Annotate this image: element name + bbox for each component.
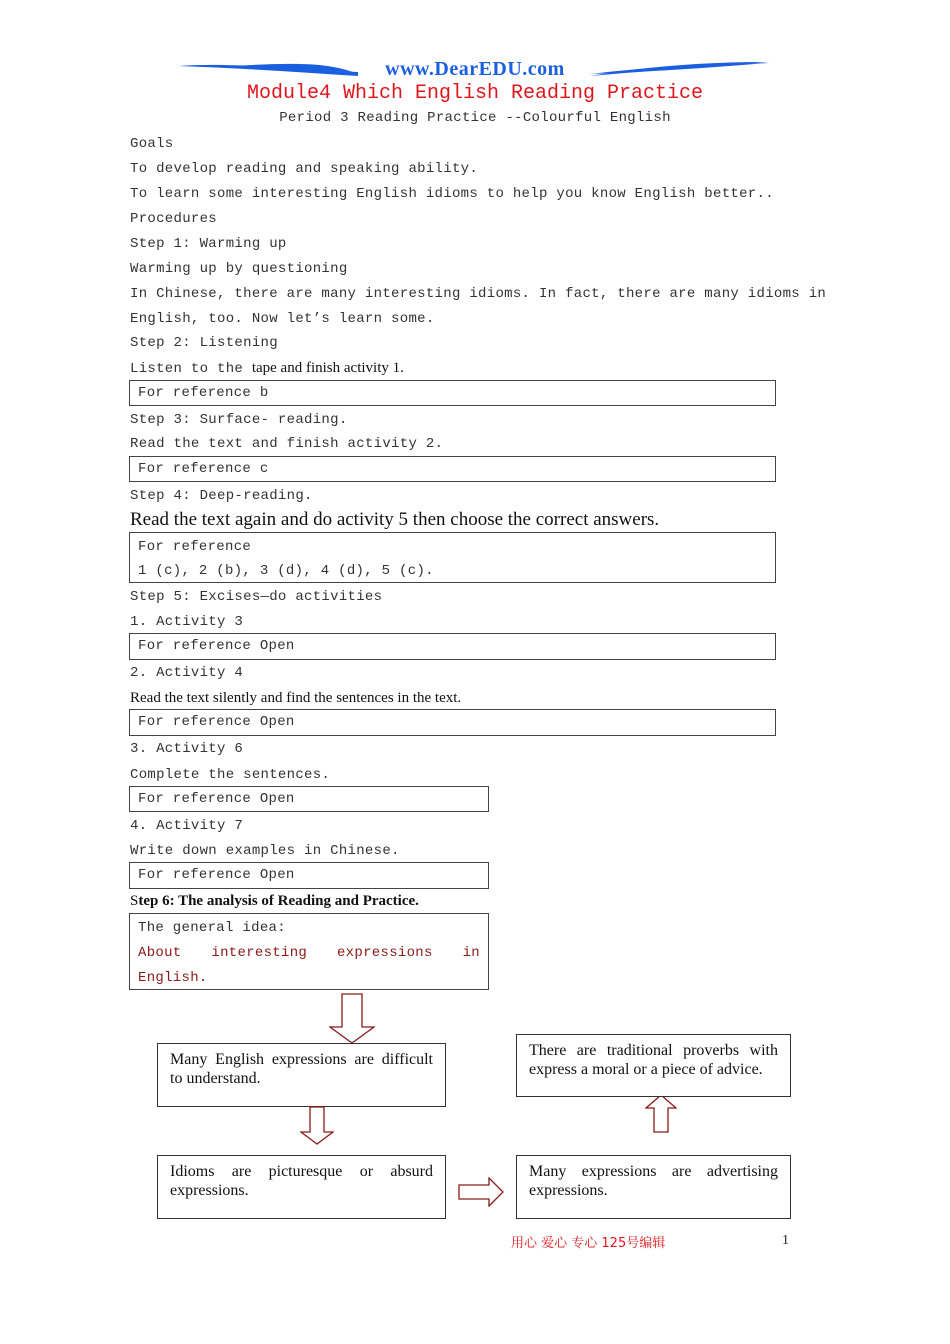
flow-box-difficult-text: Many English expressions are difficult to understand. (170, 1051, 433, 1087)
activity-3-answer: For reference Open (138, 638, 295, 654)
arrow-down-icon (300, 1106, 334, 1146)
arrow-right-icon (458, 1177, 504, 1207)
flow-box-difficult (157, 1043, 446, 1107)
general-idea-word: in (462, 945, 480, 961)
step2-heading: Step 2: Listening (130, 335, 278, 351)
activity-6-answer-box (129, 786, 489, 812)
flow-box-advertising (516, 1155, 791, 1219)
step2-instruction-part1: Listen to the (130, 361, 252, 377)
goal-2: To learn some interesting English idioms to help you know English better.. (130, 186, 774, 202)
step4-heading: Step 4: Deep-reading. (130, 488, 313, 504)
step4-answer-label: For reference (138, 539, 252, 555)
arrow-up-icon (645, 1094, 677, 1134)
activity-7-answer-box (129, 862, 489, 889)
activity-4-instruction: Read the text silently and find the sentences in the text. (130, 690, 462, 706)
step2-instruction (130, 359, 404, 378)
general-idea-line2: English. (138, 970, 208, 986)
step6-heading (130, 892, 419, 910)
step3-answer: For reference c (138, 461, 269, 477)
flow-box-idioms-text: Idioms are picturesque or absurd expressions. (170, 1163, 433, 1199)
general-idea-label: The general idea: (138, 920, 286, 936)
page-number: 1 (782, 1233, 789, 1248)
activity-3-answer-box (129, 633, 776, 660)
activity-4-answer: For reference Open (138, 714, 295, 730)
flow-box-advertising-text: Many expressions are advertising expressions. (529, 1163, 778, 1199)
step2-answer-box (129, 380, 776, 406)
activity-4-answer-box (129, 709, 776, 736)
activity-6-answer: For reference Open (138, 791, 295, 807)
step1-text-line1: In Chinese, there are many interesting idioms. In fact, there are many idioms in (130, 286, 827, 302)
activity-7-instruction: Write down examples in Chinese. (130, 843, 400, 859)
general-idea-box (129, 913, 489, 990)
general-idea-word: expressions (336, 945, 433, 961)
activity-4-label: 2. Activity 4 (130, 665, 244, 681)
step3-instruction: Read the text and finish activity 2. (130, 436, 444, 452)
step2-answer: For reference b (138, 385, 269, 401)
goal-1: To develop reading and speaking ability. (130, 161, 479, 177)
activity-7-answer: For reference Open (138, 867, 295, 883)
page-subtitle: Period 3 Reading Practice --Colourful English (279, 110, 671, 126)
step3-heading: Step 3: Surface- reading. (130, 412, 348, 428)
flow-box-proverbs (516, 1034, 791, 1097)
step6-heading-first: S (130, 893, 139, 909)
arrow-down-icon (329, 993, 375, 1045)
activity-6-instruction: Complete the sentences. (130, 767, 331, 783)
step2-instruction-part2: tape and finish activity 1. (251, 360, 404, 376)
step6-heading-rest: tep 6: The analysis of Reading and Practice. (138, 893, 419, 909)
step4-answer-box (129, 532, 776, 583)
general-idea-word: About (138, 945, 182, 961)
general-idea-word: interesting (211, 945, 308, 961)
activity-6-label: 3. Activity 6 (130, 741, 244, 757)
procedures-heading: Procedures (130, 211, 218, 227)
step4-answer-values: 1 (c), 2 (b), 3 (d), 4 (d), 5 (c). (138, 563, 434, 579)
step1-heading: Step 1: Warming up (130, 236, 287, 252)
flow-box-idioms (157, 1155, 446, 1219)
step1-subheading: Warming up by questioning (130, 261, 348, 277)
general-idea-line1 (138, 941, 480, 966)
step1-text-line2: English, too. Now let’s learn some. (130, 311, 435, 327)
step5-heading: Step 5: Excises—do activities (130, 589, 383, 605)
activity-3-label: 1. Activity 3 (130, 614, 244, 630)
flow-box-proverbs-text: There are traditional proverbs with express a moral or a piece of advice. (529, 1042, 778, 1078)
step4-instruction: Read the text again and do activity 5 then choose the correct answers. (130, 509, 660, 530)
activity-7-label: 4. Activity 7 (130, 818, 244, 834)
step3-answer-box (129, 456, 776, 482)
page-title: Module4 Which English Reading Practice (246, 82, 704, 105)
site-logo-text: www.DearEDU.com (385, 58, 565, 80)
goals-heading: Goals (130, 136, 174, 152)
footer-editor-note: 用心 爱心 专心 125号编辑 (511, 1236, 666, 1251)
